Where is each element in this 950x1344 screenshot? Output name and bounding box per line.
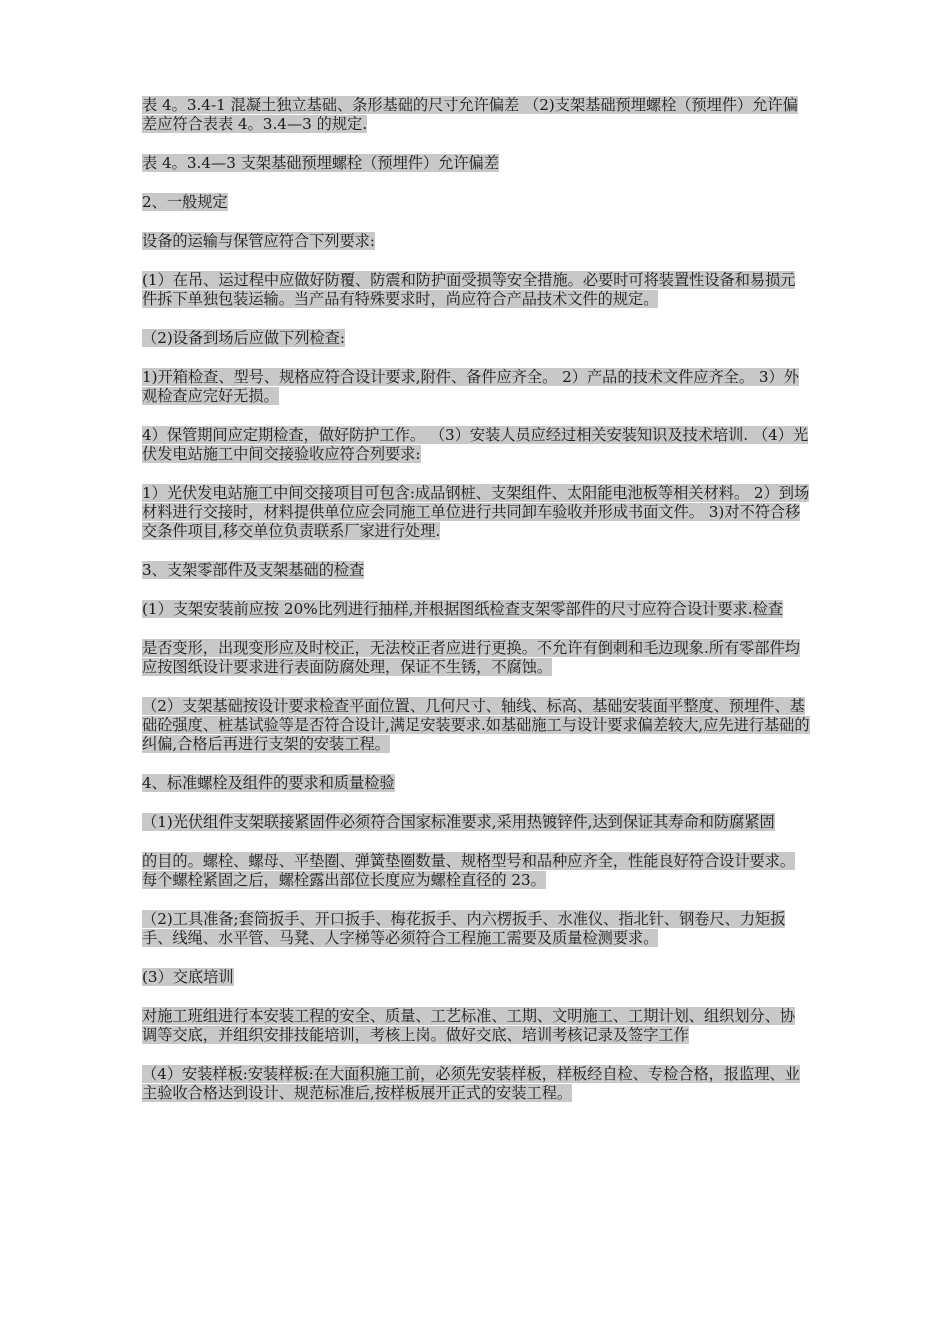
paragraph-text: （2)工具准备;套筒扳手、开口扳手、梅花扳手、内六楞扳手、水准仪、指北针、钢卷尺、力矩扳手、线绳、水平管、马凳、人字梯等必须符合工程施工需要及质量检测要求。 (142, 910, 786, 947)
paragraph (142, 910, 810, 948)
paragraph-text: 表 4。3.4—3 支架基础预埋螺栓（预埋件）允许偏差 (142, 154, 499, 172)
paragraph (142, 484, 810, 541)
paragraph (142, 96, 810, 134)
section-heading (142, 561, 810, 580)
paragraph (142, 368, 810, 406)
paragraph (142, 813, 810, 832)
paragraph-text: 1)开箱检查、型号、规格应符合设计要求,附件、备件应齐全。 2）产品的技术文件应齐全。 3）外观检查应完好无损。 (142, 368, 799, 405)
paragraph-text: 2、一般规定 (142, 193, 228, 211)
paragraph-text: 对施工班组进行本安装工程的安全、质量、工艺标准、工期、文明施工、工期计划、组织划分、协调等交底，并组织安排技能培训，考核上岗。做好交底、培训考核记录及签字工作 (142, 1007, 796, 1044)
paragraph-text: (3）交底培训 (142, 968, 234, 986)
paragraph (142, 426, 810, 464)
paragraph-text: （4）安装样板:安装样板:在大面积施工前，必须先安装样板，样板经自检、专检合格，报监理、业主验收合格达到设计、规范标准后,按样板展开正式的安装工程。 (142, 1065, 800, 1102)
section-heading (142, 193, 810, 212)
paragraph (142, 1065, 810, 1103)
paragraph-text: 设备的运输与保管应符合下列要求: (142, 232, 375, 250)
paragraph-text: （2）支架基础按设计要求检查平面位置、几何尺寸、轴线、标高、基础安装面平整度、预埋件、基础砼强度、桩基试验等是否符合设计,满足安装要求.如基础施工与设计要求偏差较大,应先进行基础的纠偏,合格后再进行支架的安装工程。 (142, 697, 810, 753)
paragraph-text: (1）在吊、运过程中应做好防覆、防震和防护面受损等安全措施。必要时可将装置性设备和易损元件拆下单独包装运输。当产品有特殊要求时，尚应符合产品技术文件的规定。 (142, 271, 796, 308)
paragraph-text: 4、标准螺栓及组件的要求和质量检验 (142, 774, 395, 792)
paragraph (142, 329, 810, 348)
paragraph (142, 271, 810, 309)
paragraph (142, 232, 810, 251)
paragraph (142, 154, 810, 173)
paragraph (142, 639, 810, 677)
section-heading (142, 774, 810, 793)
paragraph-text: 3、支架零部件及支架基础的检查 (142, 561, 365, 579)
paragraph-text: 1）光伏发电站施工中间交接项目可包含:成品钢桩、支架组件、太阳能电池板等相关材料。 2）到场材料进行交接时，材料提供单位应会同施工单位进行共同卸车验收并形成书面文件。 3)对不符合移交条件项目,移交单位负责联系厂家进行处理. (142, 484, 810, 540)
paragraph (142, 852, 810, 890)
document-body (142, 96, 810, 1123)
paragraph (142, 968, 810, 987)
paragraph-text: 4）保管期间应定期检查，做好防护工作。 （3）安装人员应经过相关安装知识及技术培训. （4）光伏发电站施工中间交接验收应符合列要求: (142, 426, 809, 463)
paragraph (142, 600, 810, 619)
paragraph-text: （2)设备到场后应做下列检查: (142, 329, 345, 347)
paragraph-text: 的目的。螺栓、螺母、平垫圈、弹簧垫圈数量、规格型号和品种应齐全，性能良好符合设计要求。每个螺栓紧固之后，螺栓露出部位长度应为螺栓直径的 23。 (142, 852, 796, 889)
paragraph-text: 是否变形，出现变形应及时校正，无法校正者应进行更换。不允许有倒刺和毛边现象.所有零部件均应按图纸设计要求进行表面防腐处理，保证不生锈，不腐蚀。 (142, 639, 800, 676)
paragraph-text: (1）支架安装前应按 20%比列进行抽样,并根据图纸检查支架零部件的尺寸应符合设计要求.检查 (142, 600, 783, 618)
paragraph-text: （1)光伏组件支架联接紧固件必须符合国家标准要求,采用热镀锌件,达到保证其寿命和防腐紧固 (142, 813, 775, 831)
paragraph (142, 697, 810, 754)
paragraph (142, 1007, 810, 1045)
paragraph-text: 表 4。3.4-1 混凝土独立基础、条形基础的尺寸允许偏差 （2)支架基础预埋螺栓（预埋件）允许偏差应符合表表 4。3.4—3 的规定. (142, 96, 798, 133)
